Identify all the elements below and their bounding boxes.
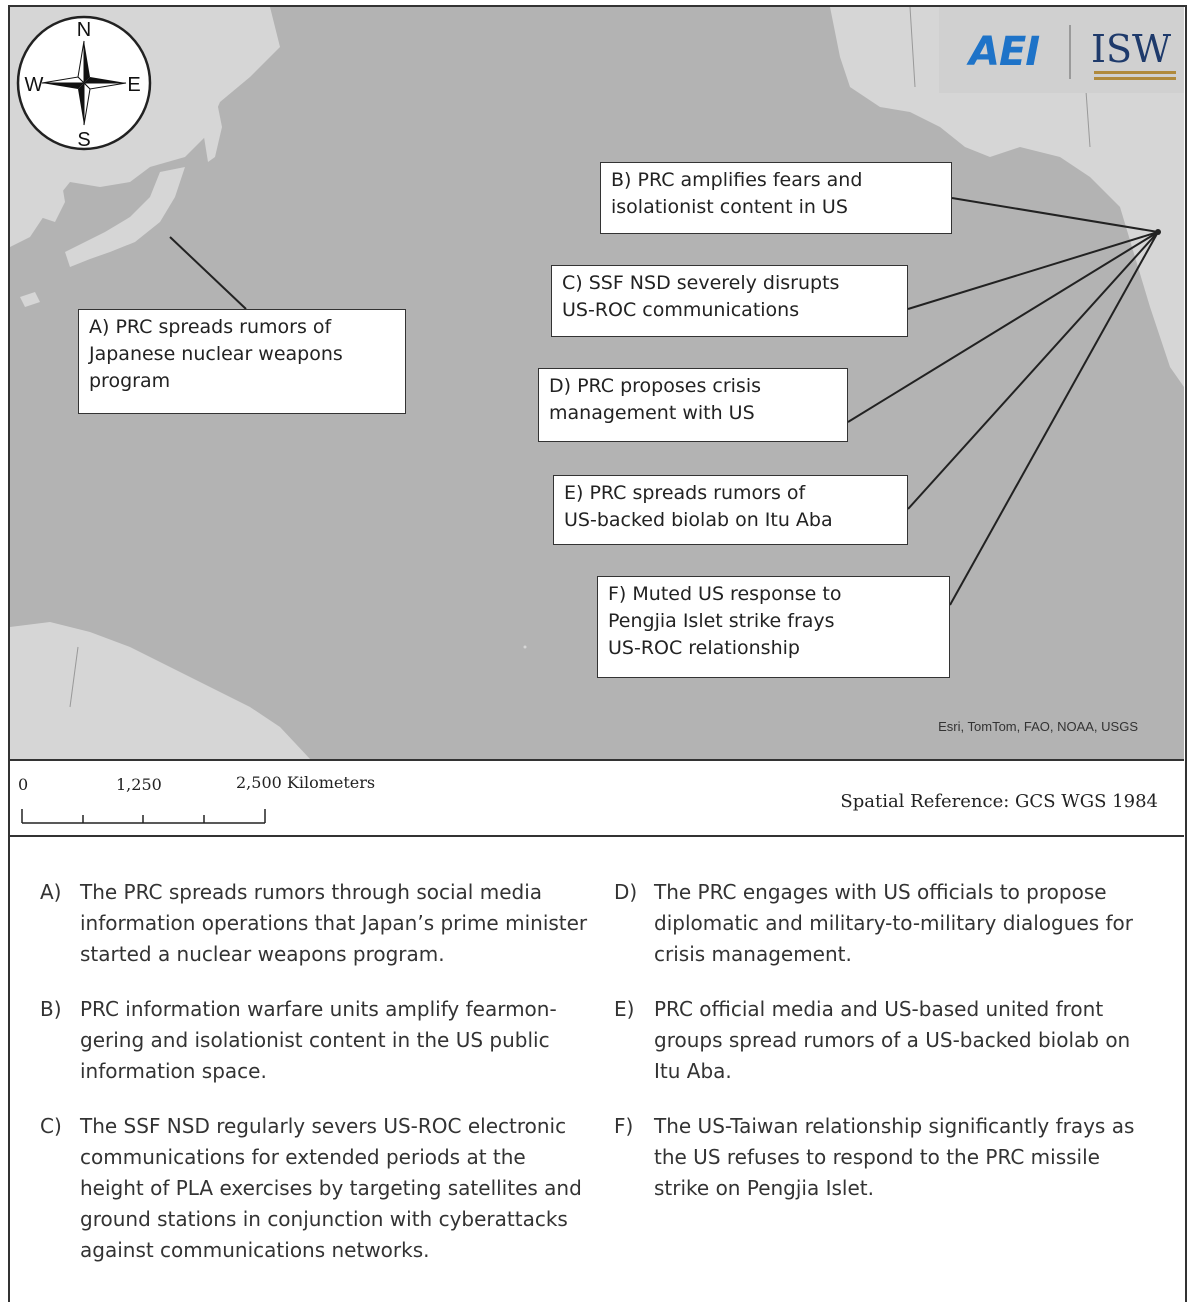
legend-text: The PRC engages with US officials to propose diplomatic and military-to-military dialogues for crisis management. [654,880,1133,966]
legend-item-a [40,877,590,970]
legend-column-left [40,877,590,1290]
compass-s: S [77,129,91,151]
isw-logo-bar [1094,71,1176,74]
legend-column-right [614,877,1154,1228]
legend-letter: C) [40,1114,62,1138]
legend [10,837,1184,1302]
legend-item-d [614,877,1154,970]
aei-logo: AEI [969,29,1040,75]
logo-panel [939,7,1184,93]
legend-text: The SSF NSD regularly severs US-ROC electronic communications for extended periods at the height of PLA exercises by targeting satellites and ground stations in conjunction with cyberattacks against communications networks. [80,1114,582,1262]
legend-text: PRC information warfare units amplify fearmongering and isolationist content in the US public information space. [80,997,557,1083]
map-credits: Esri, TomTom, FAO, NOAA, USGS [938,719,1138,734]
callout-f: F) Muted US response to Pengjia Islet strike frays US-ROC relationship [597,576,950,678]
legend-letter: A) [40,880,62,904]
compass-n: N [76,19,92,41]
scale-bar-area [10,761,1184,835]
legend-item-c [40,1111,590,1266]
callout-b: B) PRC amplifies fears and isolationist content in US [600,162,952,234]
legend-letter: B) [40,997,62,1021]
callout-c: C) SSF NSD severely disrupts US-ROC communications [551,265,908,337]
legend-item-e [614,994,1154,1087]
legend-text: The US-Taiwan relationship significantly frays as the US refuses to respond to the PRC missile strike on Pengjia Islet. [654,1114,1135,1200]
legend-text: PRC official media and US-based united front groups spread rumors of a US-backed biolab on Itu Aba. [654,997,1131,1083]
legend-letter: E) [614,997,635,1021]
legend-text: The PRC spreads rumors through social media information operations that Japan’s prime minister started a nuclear weapons program. [80,880,588,966]
scale-label-2500: 2,500 Kilometers [236,773,376,792]
compass-w: W [24,74,44,96]
map-panel [10,7,1184,759]
scale-label-0: 0 [18,775,29,794]
legend-letter: D) [614,880,638,904]
logo-divider [1069,25,1071,79]
compass-e: E [127,74,141,96]
isw-logo-bar [1094,77,1176,80]
isw-logo: ISW [1091,27,1172,71]
callout-a: A) PRC spreads rumors of Japanese nuclear weapons program [78,309,406,414]
spatial-reference: Spatial Reference: GCS WGS 1984 [840,791,1158,812]
callout-d: D) PRC proposes crisis management with US [538,368,848,442]
callout-e: E) PRC spreads rumors of US-backed biolab on Itu Aba [553,475,908,545]
legend-letter: F) [614,1114,634,1138]
legend-item-b [40,994,590,1087]
compass-rose-icon [12,11,157,156]
scale-label-1250: 1,250 [116,775,162,794]
legend-item-f [614,1111,1154,1204]
